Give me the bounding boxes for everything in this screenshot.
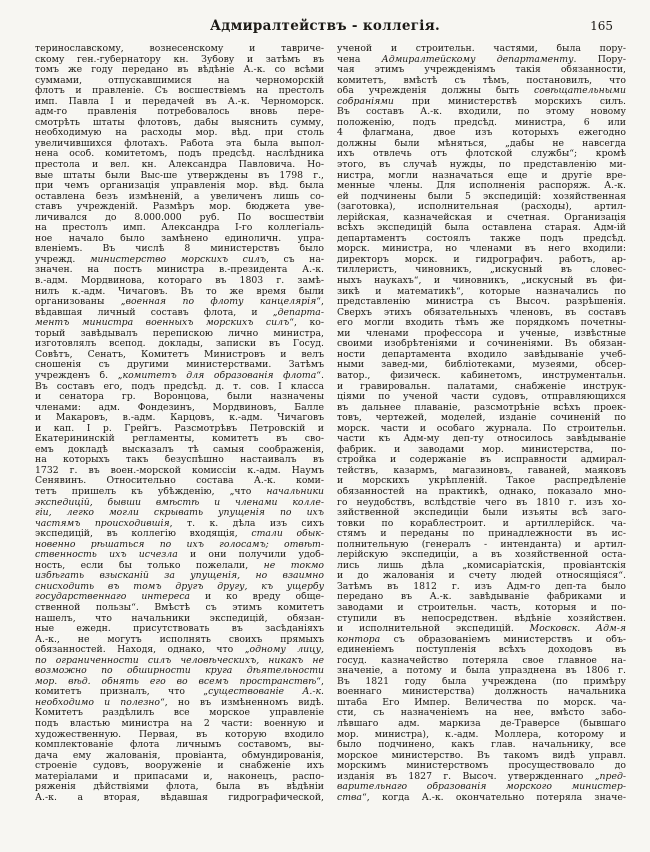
text-line: организованы „военная по флоту канцелярія“,	[35, 297, 324, 308]
text-line: представленію министра съ Высоч. разрѣшенія.	[337, 297, 626, 308]
text-line: ственной пользы“. Вмѣстѣ съ этимъ комитетъ	[35, 602, 324, 613]
text-line: экспедицій, бывши вмѣстѣ и членами колле-	[35, 497, 324, 508]
text-line: суммами, отпускавшимися на черноморскій	[35, 75, 324, 86]
text-line: ные ежедн. присутствовать въ засѣданіяхъ	[35, 624, 324, 635]
text-line: теринославскому, вознесенскому и тавриче-	[35, 44, 324, 54]
text-line: ученой и строительн. частями, была пору-	[337, 44, 626, 54]
text-line: матеріалами и припасами и, наконецъ, распо-	[35, 771, 324, 782]
text-line: 4 флагмана, двое изъ которыхъ ежегодно	[337, 128, 626, 139]
text-line: строеніе судовъ, вооруженіе и снабженіе ихъ	[35, 761, 324, 772]
text-line: учрежденъ б. „комитетъ для образованія флота“.	[35, 370, 324, 381]
text-line: менные члены. Для исполненія распоряж. А.-к.	[337, 181, 626, 192]
text-line: ряженія дѣйствіями флота, была въ вѣдѣніи	[35, 782, 324, 793]
text-line: комитетъ, вмѣстѣ съ тѣмъ, постановилъ, что	[337, 75, 626, 86]
text-line: при чемъ организація управленія мор. вѣд. была	[35, 181, 324, 192]
text-line: (заготовка), исполнительная (расходы), артил-	[337, 202, 626, 213]
text-line: сти, съ назначеніемъ на нее, вмѣсто забо-	[337, 708, 626, 719]
text-line: Затѣмъ въ 1812 г. изъ Адм-го деп-та было	[337, 581, 626, 592]
text-line: художественную. Первая, въ которую входило	[35, 729, 324, 740]
text-line: ственность ихъ исчезла и они получили удоб-	[35, 550, 324, 561]
text-line: сношенія съ другими министерствами. Затѣмъ	[35, 360, 324, 371]
text-line: военнаго министерства) должность начальника	[337, 687, 626, 698]
text-line: ватор., физическ. кабинетомъ, инструментальн.	[337, 370, 626, 381]
text-line: его могли входить тѣмъ же порядкомъ почетны-	[337, 318, 626, 329]
text-line: лерійскую экспедиціи, а въ хозяйственной оста-	[337, 550, 626, 561]
text-line: ныхъ наукахъ“, и чиновникъ, „искусный въ фи-	[337, 276, 626, 287]
text-line: скому ген.-губернатору кн. Зубову и затѣмъ въ	[35, 54, 324, 65]
text-line: на которыхъ такъ безуспѣшно настаивалъ въ	[35, 455, 324, 466]
text-line: передано въ А.-к. завѣдываніе фабриками и	[337, 592, 626, 603]
text-line: положенію, подъ предсѣд. министра, 6 или	[337, 117, 626, 128]
page-title: Адмиралтействъ - коллегія.	[210, 18, 440, 34]
text-line: департаментъ состоялъ также подъ предсѣд.	[337, 233, 626, 244]
text-line: ности департамента входило завѣдываніе учеб-	[337, 349, 626, 360]
text-line: заводами и строительн. часть, которыя и по-	[337, 602, 626, 613]
column-right	[337, 44, 626, 803]
text-line: морскимъ министерствомъ просуществовало до	[337, 761, 626, 772]
text-line: ства“, когда А.-к. окончательно потеряла значе-	[337, 792, 626, 803]
text-line: на престолъ имп. Александра I-го коллегіаль-	[35, 223, 324, 234]
text-line: и до жалованія и счету людей относящіяся“.	[337, 571, 626, 582]
text-line: тетъ пришелъ къ убѣжденію, „что начальники	[35, 486, 324, 497]
text-line: товки по кораблестроит. и артиллерійск. ча-	[337, 518, 626, 529]
text-line: учрежд. министерство морскихъ силъ, съ на-	[35, 254, 324, 265]
text-line: стямъ и переданы по принадлежности въ ис-	[337, 529, 626, 540]
text-line: и морскихъ укрѣпленій. Такое распредѣленіе	[337, 476, 626, 487]
text-line: флотъ и правленіе. Съ восшествіемъ на престолъ	[35, 86, 324, 97]
text-line: варительнаго образованія морского министер-	[337, 782, 626, 793]
text-line: значеніе, а потому и была упразднена въ 1806 г.	[337, 666, 626, 677]
text-line: ей подчинены были 5 экспедицій: хозяйственная	[337, 191, 626, 202]
column-left	[35, 44, 324, 803]
text-line: по ограниченности силъ человѣческихъ, никакъ не	[35, 655, 324, 666]
text-line: ность, если бы только пожелали, не токмо	[35, 560, 324, 571]
text-line: зяйственной экспедиціи были изъяты всѣ заго-	[337, 508, 626, 519]
text-line: въ дальнее плаваніе, разсмотрѣніе всѣхъ проек-	[337, 402, 626, 413]
text-line: престола и вел. кн. Александра Павловича. Но-	[35, 160, 324, 171]
text-line: собраніями при министерствѣ морскихъ силъ.	[337, 96, 626, 107]
text-line: морск. министра, но членами въ него входили:	[337, 244, 626, 255]
text-line: обязанностей на практикѣ, однако, показало мно-	[337, 486, 626, 497]
text-line: ставъ учрежденій. Размѣръ мор. бюджета уве-	[35, 202, 324, 213]
text-line: А.-к., не могутъ исполнять своихъ прямыхъ	[35, 634, 324, 645]
text-line: лерійская, казначейская и счетная. Организація	[337, 212, 626, 223]
text-line: личивался до 8.000.000 руб. По восшествіи	[35, 212, 324, 223]
text-line: фабрик. и заводами мор. министерства, по-	[337, 444, 626, 455]
text-line: Сверхъ этихъ обязательныхъ членовъ, въ составъ	[337, 307, 626, 318]
text-line: Екатерининскій регламенты, комитетъ въ сво-	[35, 434, 324, 445]
text-line: вые штаты были Выс-ше утверждены въ 1798 г.,	[35, 170, 324, 181]
text-line: частямъ происходившія, т. к. дѣла изъ сихъ	[35, 518, 324, 529]
text-line: тиллеристъ, чиновникъ, „искусный въ словес-	[337, 265, 626, 276]
text-line: обязанностей. Находя, однако, что „одному лицу,	[35, 645, 324, 656]
text-line: морск. части и особаго журнала. По строительн.	[337, 423, 626, 434]
text-line: ное начало было замѣнено единоличн. упра-	[35, 233, 324, 244]
text-line: экспедицій, въ коллегію входящія, стали обык-	[35, 529, 324, 540]
text-line: и кап. I р. Грейгъ. Разсмотрѣвъ Петровскій и	[35, 423, 324, 434]
text-line: ціями по ученой части судовъ, отправляющихся	[337, 392, 626, 403]
text-line: смотрѣть штаты флотовъ, дабы выяснить сумму,	[35, 117, 324, 128]
text-line: вѣдавшая личный составъ флота, и „департа-	[35, 307, 324, 318]
text-line: этого, въ случаѣ нужды, по представленію ми-	[337, 160, 626, 171]
text-columns	[35, 44, 626, 803]
text-line: и сенатора гр. Воронцова, были назначены	[35, 392, 324, 403]
text-line: части къ Адм-му деп-ту относилось завѣдываніе	[337, 434, 626, 445]
text-line: изданія въ 1827 г. Высоч. утвержденнаго „пред-	[337, 771, 626, 782]
text-line: емъ докладѣ высказалъ тѣ самыя соображенія,	[35, 444, 324, 455]
text-line: гіи, легко могли скрывать упущенія по ихъ	[35, 508, 324, 519]
text-line: стройка и содержаніе въ исправности адмирал-	[337, 455, 626, 466]
text-line: значен. на постъ министра в.-президента А.-к.	[35, 265, 324, 276]
text-line: чена Адмиралтейскому департаменту. Пору-	[337, 54, 626, 65]
text-line: ментъ министра военныхъ морскихъ силъ“, ко-	[35, 318, 324, 329]
text-line: адм-го правленія потребовалось вновь пере-	[35, 107, 324, 118]
text-line: лись лишь дѣла „комисаріатскія, провіантскія	[337, 560, 626, 571]
text-line: оставлена безъ измѣненій, а увеличенъ лишь со-	[35, 191, 324, 202]
text-line: Комитетъ раздѣлилъ все морское управленіе	[35, 708, 324, 719]
text-line: единеніемъ поступленія всѣхъ доходовъ въ	[337, 645, 626, 656]
text-line: лѣвшаго адм. маркиза де-Траверсе (бывшаго	[337, 719, 626, 729]
text-line: имп. Павла I и передачей въ А.-к. Черноморск.	[35, 96, 324, 107]
text-line: государственнаго интереса и ко вреду обще-	[35, 592, 324, 603]
text-line: и гравировальн. палатами, снабженіе инструк-	[337, 381, 626, 392]
text-line: оба учрежденія должны быть совѣщательными	[337, 86, 626, 97]
text-line: должны были мѣняться, „дабы не навсегда	[337, 138, 626, 149]
text-line: изготовлялъ всепод. доклады, записки въ Госуд.	[35, 339, 324, 350]
text-line: госуд. казначейство потеряла свое главное на-	[337, 655, 626, 666]
text-line: снисходить въ томъ другъ другу, къ ущербу	[35, 581, 324, 592]
page-header	[0, 18, 650, 38]
text-line: комплектованіе флота личнымъ составомъ, вы-	[35, 740, 324, 751]
text-line: избѣгать взысканій за упущенія, но взаимно	[35, 571, 324, 582]
text-line: морское министерство. Въ такомъ видѣ управл.	[337, 750, 626, 761]
text-line: и Макаровъ, в.-адм. Карцовъ, к.-адм. Чичаговъ	[35, 413, 324, 424]
text-line: членами: адм. Фондезинъ, Мордвиновъ, Балле	[35, 402, 324, 413]
text-line: и исполнительной экспедицій. Московск. Адм-я	[337, 624, 626, 635]
text-line: ступили въ непосредствен. вѣдѣніе хозяйствен.	[337, 613, 626, 624]
text-line: ми членами профессора и ученые, извѣстные	[337, 328, 626, 339]
text-line: возможно по обширности круга дѣятельности	[35, 666, 324, 677]
text-line: комитетъ призналъ, что „существованіе А.-к.	[35, 687, 324, 698]
text-line: Сенявинъ. Относительно состава А.-к. коми-	[35, 476, 324, 487]
text-line: зикѣ и математикѣ“, которые назначались по	[337, 286, 626, 297]
text-line: увеличившихся флотахъ. Работа эта была выпол-	[35, 138, 324, 149]
text-line: нашелъ, что начальники экспедицій, обязан-	[35, 613, 324, 624]
text-line: вленіемъ. Въ числѣ 8 министерствъ было	[35, 244, 324, 255]
text-line: директоръ морск. и гидрографич. работъ, ар-	[337, 254, 626, 265]
text-line: тействъ, казармъ, магазиновъ, гаваней, маяковъ	[337, 465, 626, 476]
text-line: А.-к. а вторая, вѣдавшая гидрографической,	[35, 792, 324, 803]
text-line: чая этимъ учрежденіямъ такія обязанности,	[337, 65, 626, 76]
page-number: 165	[590, 19, 613, 33]
text-line: новенно рѣшаться по ихъ голосамъ; отвѣт-	[35, 539, 324, 550]
text-line: нилъ к.-адм. Чичаговъ. Въ то же время были	[35, 286, 324, 297]
text-line: мор. министра), к.-адм. Моллера, которому и	[337, 729, 626, 740]
text-line: своими изобрѣтеніями и сочиненіями. Въ обязан-	[337, 339, 626, 350]
text-line: необходимую на расходы мор. вѣд. при столь	[35, 128, 324, 139]
text-line: полнительную (генералъ - интенданта) и артил-	[337, 539, 626, 550]
text-line: го неудобствъ, вслѣдствіе чего въ 1810 г. изъ хо-	[337, 497, 626, 508]
text-line: торый завѣдывалъ перепискою лично министра,	[35, 328, 324, 339]
text-line: томъ же году передано въ вѣдѣніе А.-к. со всѣми	[35, 65, 324, 76]
text-line: штаба Его Импер. Величества по морск. ча-	[337, 697, 626, 708]
text-line: всѣхъ экспедицій была оставлена старая. Адм-ій	[337, 223, 626, 234]
text-line: контора съ образованіемъ министерствъ и объ-	[337, 634, 626, 645]
text-line: Совѣтъ, Сенатъ, Комитетъ Министровъ и велъ	[35, 349, 324, 360]
text-line: в.-адм. Мордвинова, котораго въ 1803 г. замѣ-	[35, 276, 324, 287]
text-line: подъ властью министра на 2 части: военную и	[35, 719, 324, 729]
text-line: нена особ. комитетомъ, подъ предсѣд. наслѣдника	[35, 149, 324, 160]
text-line: нистра, могли назначаться еще и другіе вре-	[337, 170, 626, 181]
text-line: мор. вѣд. обнять его во всемъ пространствѣ“,	[35, 676, 324, 687]
text-line: 1732 г. въ воен.-морской комиссіи к.-адм. Наумъ	[35, 465, 324, 476]
text-line: Въ составъ его, подъ предсѣд. д. т. сов. I класса	[35, 381, 324, 392]
text-line: Въ составъ А.-к. входили, по этому новому	[337, 107, 626, 118]
text-line: необходимо и полезно“, но въ измѣненномъ видѣ.	[35, 697, 324, 708]
text-line: ихъ отвлечь отъ флотской службы“; кромѣ	[337, 149, 626, 160]
text-line: дача ему жалованія, провіанта, обмундированія,	[35, 750, 324, 761]
text-line: Въ 1821 году была учреждена (по примѣру	[337, 676, 626, 687]
text-line: товъ, чертежей, моделей, изданіе сочиненій по	[337, 413, 626, 424]
text-line: было подчинено, какъ глав. начальнику, все	[337, 740, 626, 751]
text-line: ными завед-ми, библіотеками, музеями, обсер-	[337, 360, 626, 371]
